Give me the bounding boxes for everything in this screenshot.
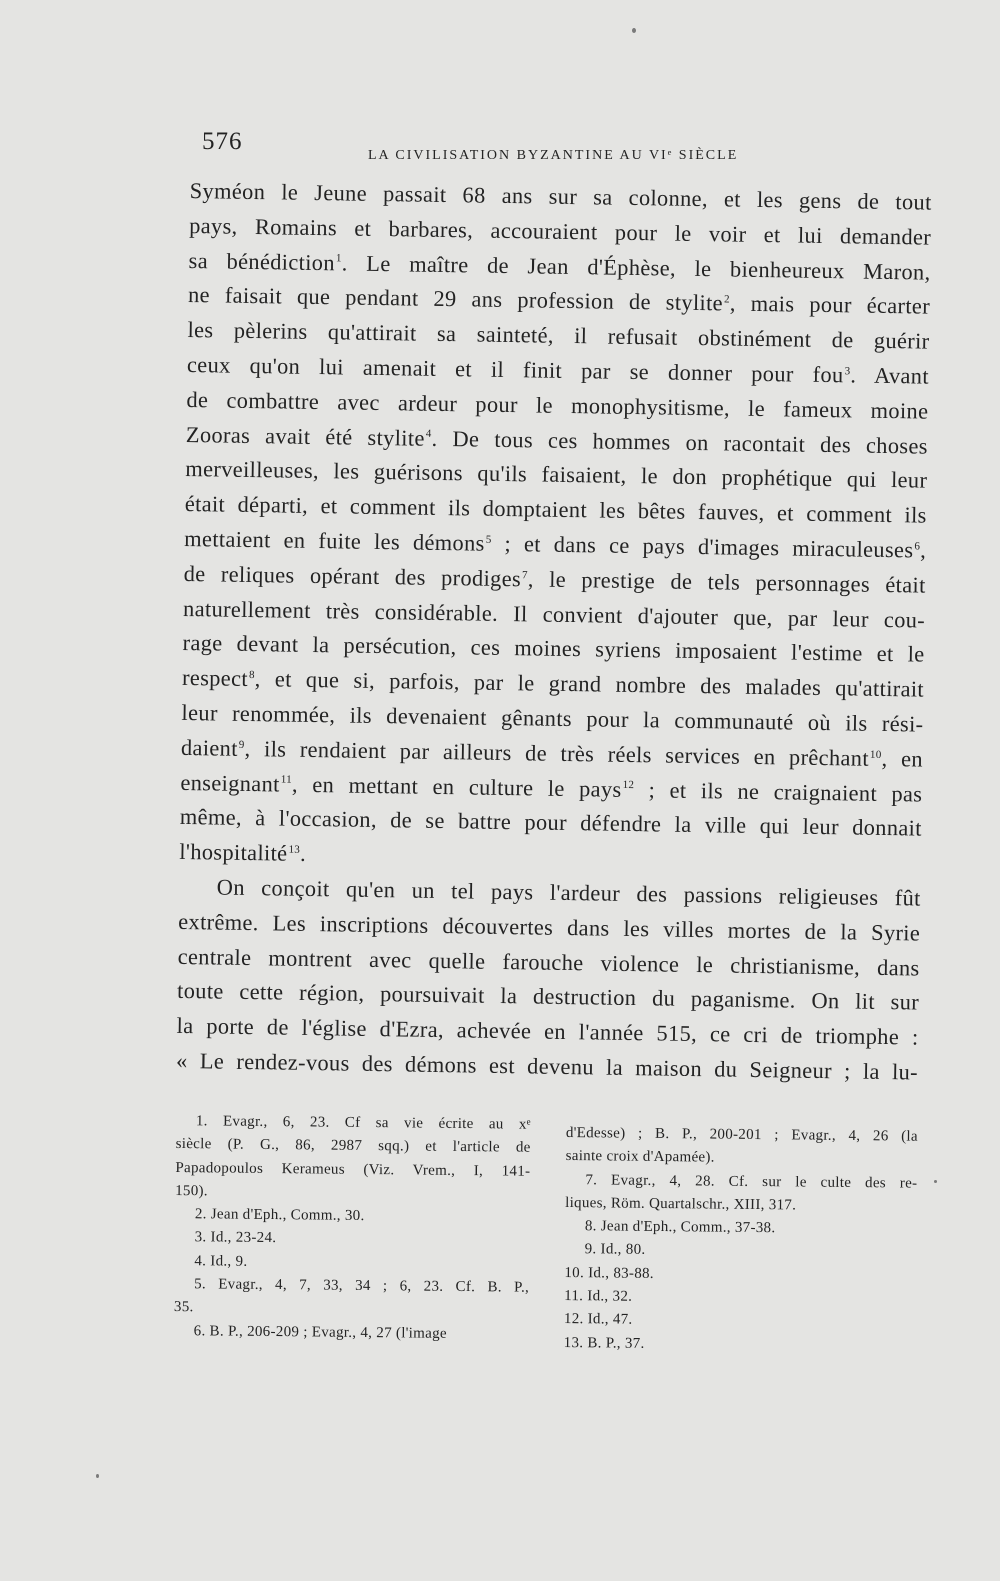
text-line: pays, Romains et barbares, accouraient pour le voir et lui demander: [188, 212, 932, 250]
running-head: [202, 128, 772, 168]
footnote-line: Papadopoulos Kerameus (Viz. Vrem., I, 141-: [175, 1159, 531, 1180]
footnote-ref: 5: [485, 533, 492, 546]
text-line: mettaient en fuite les démons$^5$ ; et dans ce pays d'images miraculeuses$^6$,: [184, 525, 927, 563]
footnote-ref: 7: [522, 568, 529, 581]
text-line: daient$^9$, ils rendaient par ailleurs de très réels services en prêchant$^{10}$, en: [180, 734, 924, 772]
text-line: « Le rendez-vous des démons est devenu la maison du Seigneur ; la lu-: [175, 1047, 919, 1085]
text-line: était départi, et comment ils domptaient les bêtes fauves, et comment ils: [184, 491, 927, 528]
text-line: merveilleuses, les guérisons qu'ils faisaient, le don prophétique qui leur: [185, 456, 928, 493]
footnote-line: 9. Id., 80.: [584, 1241, 646, 1259]
footnote-ref: 1: [335, 252, 342, 265]
footnote-line: 13. B. P., 37.: [563, 1334, 645, 1352]
footnote-line: 6. B. P., 206-209 ; Evagr., 4, 27 (l'image: [193, 1322, 447, 1342]
text-line: les pèlerins qu'attirait sa sainteté, il refusait obstinément de guérir: [187, 317, 930, 354]
running-title: LA CIVILISATION BYZANTINE AU VIᵉ SIÈCLE: [368, 148, 739, 163]
text-line: Zooras avait été stylite$^4$. De tous ces hommes on racontait des choses: [185, 421, 929, 459]
speck: [934, 1180, 937, 1183]
footnotes-left-column: [174, 1110, 531, 1347]
text-line: enseignant$^{11}$, en mettant en culture le pays$^{12}$ ; et ils ne craignaient pas: [180, 769, 923, 807]
footnote-line: d'Edesse) ; B. P., 200-201 ; Evagr., 4, 26 (la: [565, 1124, 918, 1145]
footnote-line: 12. Id., 47.: [563, 1311, 633, 1329]
footnote-line: 2. Jean d'Eph., Comm., 30.: [194, 1206, 365, 1225]
text-line: On conçoit qu'en un tel pays l'ardeur des passions religieuses fût: [216, 874, 921, 911]
footnote-line: 7. Evagr., 4, 28. Cf. sur le culte des re-: [585, 1171, 918, 1192]
text-line: rage devant la persécution, ces moines syriens imposaient l'estime et le: [182, 630, 925, 667]
text-line: respect$^8$, et que si, parfois, par le grand nombre des malades qu'attirait: [181, 665, 925, 702]
footnote-line: 10. Id., 83-88.: [564, 1264, 654, 1282]
footnote-line: 4. Id., 9.: [194, 1252, 248, 1270]
footnote-ref: 11: [280, 773, 293, 786]
footnote-line: 11. Id., 32.: [564, 1288, 633, 1305]
main-text: [176, 174, 932, 1090]
text-line: naturellement très considérable. Il convient d'ajouter que, par leur cou-: [182, 595, 926, 633]
footnote-ref: 2: [723, 293, 730, 306]
footnote-line: siècle (P. G., 86, 2987 sqq.) et l'article de: [175, 1136, 531, 1157]
footnote-line: liques, Röm. Quartalschr., XIII, 317.: [565, 1194, 797, 1214]
text-line: ne faisait que pendant 29 ans profession de stylite$^2$, mais pour écarter: [187, 282, 931, 320]
footnote-line: sainte croix d'Apamée).: [565, 1148, 715, 1166]
text-line: toute cette région, poursuivait la destruction du paganisme. On lit sur: [176, 978, 920, 1015]
footnote-ref: 3: [844, 365, 851, 378]
text-line: la porte de l'église d'Ezra, achevée en l'année 515, ce cri de triomphe :: [176, 1013, 919, 1050]
footnote-line: 1. Evagr., 6, 23. Cf sa vie écrite au xᵉ: [195, 1113, 531, 1133]
footnote-ref: 12: [622, 779, 635, 792]
text-line: Syméon le Jeune passait 68 ans sur sa colonne, et les gens de tout: [189, 177, 932, 215]
footnote-ref: 13: [288, 843, 301, 856]
text-line: extrême. Les inscriptions découvertes dans les villes mortes de la Syrie: [178, 908, 921, 946]
page-number: 576: [202, 128, 243, 155]
footnote-ref: 9: [238, 738, 245, 751]
footnote-line: 8. Jean d'Eph., Comm., 37-38.: [584, 1218, 776, 1237]
footnote-ref: 4: [425, 428, 432, 441]
text-line: même, à l'occasion, de se battre pour défendre la ville qui leur donnait: [179, 804, 923, 841]
footnote-line: 5. Evagr., 4, 7, 33, 34 ; 6, 23. Cf. B. P.,: [194, 1276, 530, 1296]
footnote-ref: 10: [869, 748, 882, 761]
footnote-ref: 6: [914, 540, 921, 553]
footnote-line: 3. Id., 23-24.: [194, 1229, 277, 1247]
text-line: de combattre avec ardeur pour le monophysitisme, le fameux moine: [186, 386, 929, 424]
speck: [632, 28, 636, 33]
speck: [96, 1474, 99, 1478]
text-line: leur renommée, ils devenaient gênants pour la communauté où ils rési-: [181, 699, 924, 737]
text-line: l'hospitalité$^{13}$.: [179, 839, 307, 867]
footnote-line: 150).: [175, 1182, 208, 1200]
text-line: sa bénédiction$^1$. Le maître de Jean d'Éphèse, le bienheureux Maron,: [188, 247, 931, 285]
text-line: centrale montrent avec quelle farouche violence le christianisme, dans: [177, 943, 920, 981]
text-line: de reliques opérant des prodiges$^7$, le prestige de tels personnages était: [183, 560, 926, 598]
footnote-ref: 8: [248, 668, 255, 681]
text-line: ceux qu'on lui amenait et il finit par se donner pour fou$^3$. Avant: [186, 351, 930, 389]
footnote-line: 35.: [173, 1299, 194, 1316]
footnotes-right-column: [564, 1122, 918, 1359]
